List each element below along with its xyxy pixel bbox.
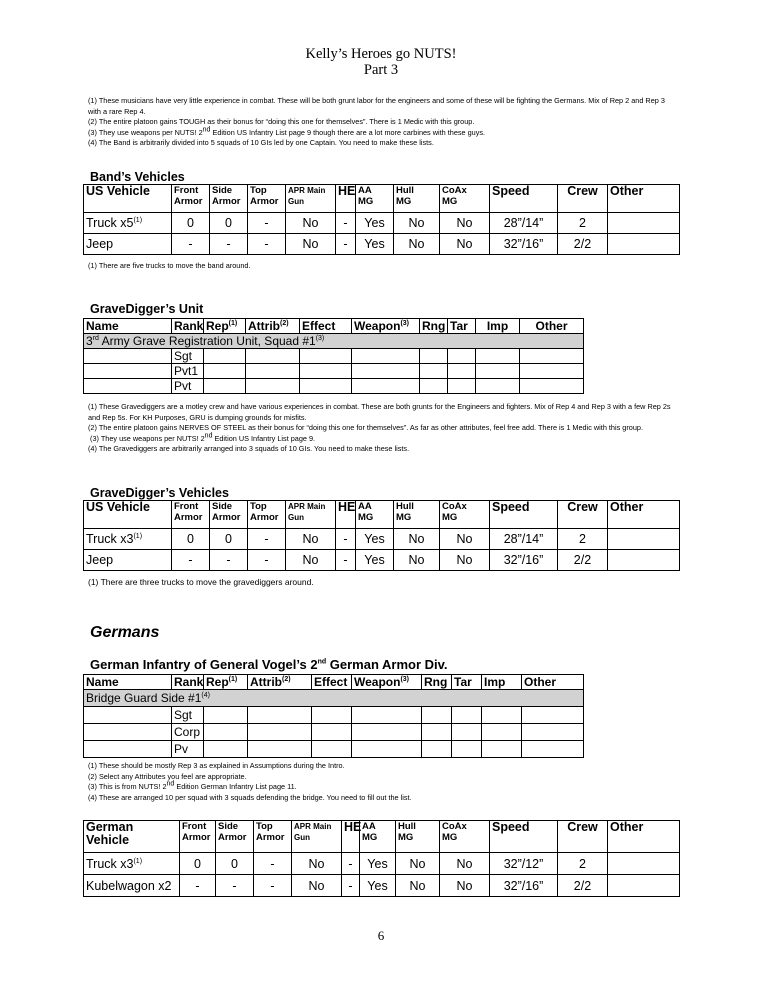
- hull-value: No: [394, 550, 440, 571]
- squad-header: 3rd Army Grave Registration Unit, Squad #1$^{(3)}$: [84, 334, 584, 349]
- top-armor-value: -: [248, 550, 286, 571]
- col-other: Other: [608, 185, 680, 213]
- speed-value: 32”/16”: [490, 875, 558, 897]
- german-vehicles-table: [83, 820, 680, 897]
- coax-value: No: [440, 234, 490, 255]
- table-row: [84, 707, 584, 724]
- col-effect: Effect: [312, 675, 352, 690]
- speed-value: 32”/12”: [490, 853, 558, 875]
- unit-note: (3) They use weapons per NUTS! 2nd Edition US Infantry List page 9.: [88, 432, 316, 443]
- aa-value: Yes: [356, 234, 394, 255]
- other-value: [608, 529, 680, 550]
- other-value: [608, 213, 680, 234]
- vehicle-note: (1) There are five trucks to move the band around.: [88, 261, 251, 270]
- aa-value: Yes: [356, 550, 394, 571]
- rank-cell: Sgt: [172, 349, 204, 364]
- crew-value: 2: [558, 213, 608, 234]
- infantry-note: (4) These are arranged 10 per squad with 3 squads defending the bridge. You need to fill out the list.: [88, 792, 412, 802]
- german-infantry-notes: [88, 761, 678, 803]
- band-vehicles-note: [88, 261, 678, 272]
- german-infantry-table: [83, 674, 584, 758]
- col-speed: Speed: [490, 821, 558, 853]
- table-row: [84, 724, 584, 741]
- hull-value: No: [394, 234, 440, 255]
- col-other: Other: [608, 821, 680, 853]
- col-aa-mg: AA MG: [356, 501, 394, 529]
- title-line-1: Kelly’s Heroes go NUTS!: [305, 46, 457, 62]
- col-hull-mg: Hull MG: [394, 185, 440, 213]
- top-armor-value: -: [254, 875, 292, 897]
- he-value: -: [336, 234, 356, 255]
- top-armor-value: -: [248, 213, 286, 234]
- col-he: HE: [336, 501, 356, 529]
- gravedigger-unit-table: [83, 318, 584, 394]
- he-value: -: [342, 853, 360, 875]
- crew-value: 2/2: [558, 234, 608, 255]
- col-side-armor: Side Armor: [210, 185, 248, 213]
- other-value: [608, 875, 680, 897]
- col-rank: Rank: [172, 319, 204, 334]
- col-top-armor: Top Armor: [248, 185, 286, 213]
- table-row: [84, 853, 680, 875]
- crew-value: 2/2: [558, 875, 608, 897]
- table-row: [84, 364, 584, 379]
- side-armor-value: -: [210, 234, 248, 255]
- col-tar: Tar: [448, 319, 476, 334]
- he-value: -: [336, 529, 356, 550]
- col-vehicle: US Vehicle: [84, 185, 172, 213]
- vehicle-name: Jeep: [84, 234, 172, 255]
- table-row: [84, 875, 680, 897]
- col-apr-main-gun: APR Main Gun: [292, 821, 342, 853]
- col-top-armor: Top Armor: [254, 821, 292, 853]
- infantry-note: (3) This is from NUTS! 2nd Edition German Infantry List page 11.: [88, 780, 297, 792]
- infantry-note: (2) Select any Attributes you feel are appropriate.: [88, 771, 247, 781]
- col-vehicle: US Vehicle: [84, 501, 172, 529]
- page-number: 6: [377, 928, 385, 943]
- col-apr-main-gun: APR Main Gun: [286, 185, 336, 213]
- col-crew: Crew: [558, 185, 608, 213]
- col-rng: Rng: [422, 675, 452, 690]
- col-aa-mg: AA MG: [356, 185, 394, 213]
- col-rep: Rep$^{(1)}$: [204, 675, 248, 690]
- gravedigger-unit-notes: [88, 402, 678, 455]
- speed-value: 28”/14”: [490, 529, 558, 550]
- infantry-note: (1) These should be mostly Rep 3 as explained in Assumptions during the Intro.: [88, 761, 345, 770]
- col-other: Other: [520, 319, 584, 334]
- col-rng: Rng: [420, 319, 448, 334]
- col-attrib: Attrib$^{(2)}$: [246, 319, 300, 334]
- apr-value: No: [286, 529, 336, 550]
- other-value: [608, 853, 680, 875]
- table-row: [84, 213, 680, 234]
- rank-cell: Pvt1: [172, 364, 204, 379]
- band-notes: [88, 96, 678, 149]
- vehicle-note: (1) There are three trucks to move the gravediggers around.: [88, 577, 314, 587]
- band-vehicles-table: [83, 184, 680, 255]
- hull-value: No: [396, 875, 440, 897]
- col-speed: Speed: [490, 501, 558, 529]
- coax-value: No: [440, 853, 490, 875]
- table-row: [84, 529, 680, 550]
- aa-value: Yes: [356, 529, 394, 550]
- squad-header: Bridge Guard Side #1$^{(4)}$: [84, 690, 584, 707]
- col-imp: Imp: [476, 319, 520, 334]
- speed-value: 32”/16”: [490, 234, 558, 255]
- col-imp: Imp: [482, 675, 522, 690]
- he-value: -: [336, 213, 356, 234]
- band-note: (2) The entire platoon gains TOUGH as their bonus for “doing this one for themselves”. There is 1 Medic with this group.: [88, 117, 475, 127]
- col-he: HE: [342, 821, 360, 853]
- apr-value: No: [292, 875, 342, 897]
- speed-value: 32”/16”: [490, 550, 558, 571]
- unit-note: (2) The entire platoon gains NERVES OF STEEL as their bonus for “doing this one for themselves”. As far as other attributes, feel free add. There is 1 Medic with this group.: [88, 423, 643, 433]
- other-value: [608, 550, 680, 571]
- col-hull-mg: Hull MG: [394, 501, 440, 529]
- col-apr-main-gun: APR Main Gun: [286, 501, 336, 529]
- col-tar: Tar: [452, 675, 482, 690]
- col-he: HE: [336, 185, 356, 213]
- col-speed: Speed: [490, 185, 558, 213]
- band-vehicles-heading: Band’s Vehicles: [90, 170, 185, 184]
- crew-value: 2/2: [558, 550, 608, 571]
- col-other: Other: [608, 501, 680, 529]
- rank-cell: Pvt: [172, 379, 204, 394]
- rank-cell: Corp: [172, 724, 204, 741]
- gravedigger-vehicles-note: [88, 577, 678, 588]
- germans-heading: Germans: [90, 624, 160, 641]
- crew-value: 2: [558, 529, 608, 550]
- table-row: [84, 379, 584, 394]
- col-front-armor: Front Armor: [180, 821, 216, 853]
- col-name: Name: [84, 675, 172, 690]
- german-infantry-heading: German Infantry of General Vogel’s 2nd German Armor Div.: [90, 657, 448, 672]
- unit-note: (4) The Gravediggers are arbitrarily arranged into 3 squads of 10 GIs. You need to make these lists.: [88, 444, 410, 454]
- other-value: [608, 234, 680, 255]
- side-armor-value: 0: [210, 213, 248, 234]
- speed-value: 28”/14”: [490, 213, 558, 234]
- side-armor-value: -: [210, 550, 248, 571]
- front-armor-value: 0: [172, 529, 210, 550]
- aa-value: Yes: [360, 853, 396, 875]
- col-name: Name: [84, 319, 172, 334]
- coax-value: No: [440, 550, 490, 571]
- col-effect: Effect: [300, 319, 352, 334]
- rank-cell: Pv: [172, 741, 204, 758]
- document-title: [0, 46, 762, 78]
- coax-value: No: [440, 213, 490, 234]
- title-line-2: Part 3: [363, 62, 399, 78]
- col-coax-mg: CoAx MG: [440, 821, 490, 853]
- col-vehicle: German Vehicle: [84, 821, 180, 853]
- vehicle-name: Truck x3$^{(1)}$: [84, 529, 172, 550]
- col-attrib: Attrib$^{(2)}$: [248, 675, 312, 690]
- col-rep: Rep$^{(1)}$: [204, 319, 246, 334]
- col-crew: Crew: [558, 501, 608, 529]
- col-coax-mg: CoAx MG: [440, 501, 490, 529]
- col-front-armor: Front Armor: [172, 185, 210, 213]
- he-value: -: [336, 550, 356, 571]
- hull-value: No: [396, 853, 440, 875]
- side-armor-value: -: [216, 875, 254, 897]
- band-note: (4) The Band is arbitrarily divided into 5 squads of 10 GIs led by one Captain. You need to make these lists.: [88, 138, 434, 148]
- col-crew: Crew: [558, 821, 608, 853]
- col-hull-mg: Hull MG: [396, 821, 440, 853]
- aa-value: Yes: [360, 875, 396, 897]
- col-top-armor: Top Armor: [248, 501, 286, 529]
- crew-value: 2: [558, 853, 608, 875]
- hull-value: No: [394, 529, 440, 550]
- vehicle-name: Truck x5$^{(1)}$: [84, 213, 172, 234]
- table-row: [84, 550, 680, 571]
- rank-cell: Sgt: [172, 707, 204, 724]
- aa-value: Yes: [356, 213, 394, 234]
- table-row: [84, 349, 584, 364]
- table-row: [84, 234, 680, 255]
- col-other: Other: [522, 675, 584, 690]
- he-value: -: [342, 875, 360, 897]
- front-armor-value: -: [172, 234, 210, 255]
- unit-note: (1) These Gravediggers are a motley crew and have various experiences in combat. These are both grunts for the Engineers and fighters. Mix of Rep 4 and Rep 3 with a few Rep 2s and Rep 5s. For KH Purposes, GRU is dumping grounds for misfits.: [88, 402, 671, 422]
- front-armor-value: -: [172, 550, 210, 571]
- coax-value: No: [440, 875, 490, 897]
- front-armor-value: 0: [180, 853, 216, 875]
- apr-value: No: [292, 853, 342, 875]
- front-armor-value: -: [180, 875, 216, 897]
- top-armor-value: -: [248, 234, 286, 255]
- col-aa-mg: AA MG: [360, 821, 396, 853]
- table-row: [84, 741, 584, 758]
- apr-value: No: [286, 213, 336, 234]
- front-armor-value: 0: [172, 213, 210, 234]
- vehicle-name: Kubelwagon x2: [84, 875, 180, 897]
- side-armor-value: 0: [216, 853, 254, 875]
- col-side-armor: Side Armor: [210, 501, 248, 529]
- col-weapon: Weapon$^{(3)}$: [352, 675, 422, 690]
- apr-value: No: [286, 234, 336, 255]
- hull-value: No: [394, 213, 440, 234]
- col-side-armor: Side Armor: [216, 821, 254, 853]
- band-note: (3) They use weapons per NUTS! 2nd Edition US Infantry List page 9 though there are a lot more carbines with these guys.: [88, 126, 486, 137]
- apr-value: No: [286, 550, 336, 571]
- side-armor-value: 0: [210, 529, 248, 550]
- top-armor-value: -: [248, 529, 286, 550]
- col-coax-mg: CoAx MG: [440, 185, 490, 213]
- coax-value: No: [440, 529, 490, 550]
- col-weapon: Weapon$^{(3)}$: [352, 319, 420, 334]
- top-armor-value: -: [254, 853, 292, 875]
- band-note: (1) These musicians have very little experience in combat. These will be both grunt labor for the engineers and some of these will be fighting the Germans. Mix of Rep 2 and Rep 3 with a rare Rep 4.: [88, 96, 665, 116]
- vehicle-name: Truck x3$^{(1)}$: [84, 853, 180, 875]
- col-rank: Rank: [172, 675, 204, 690]
- vehicle-name: Jeep: [84, 550, 172, 571]
- gravedigger-vehicles-table: [83, 500, 680, 571]
- gravedigger-unit-heading: GraveDigger’s Unit: [90, 302, 204, 316]
- gravedigger-vehicles-heading: GraveDigger’s Vehicles: [90, 486, 229, 500]
- col-front-armor: Front Armor: [172, 501, 210, 529]
